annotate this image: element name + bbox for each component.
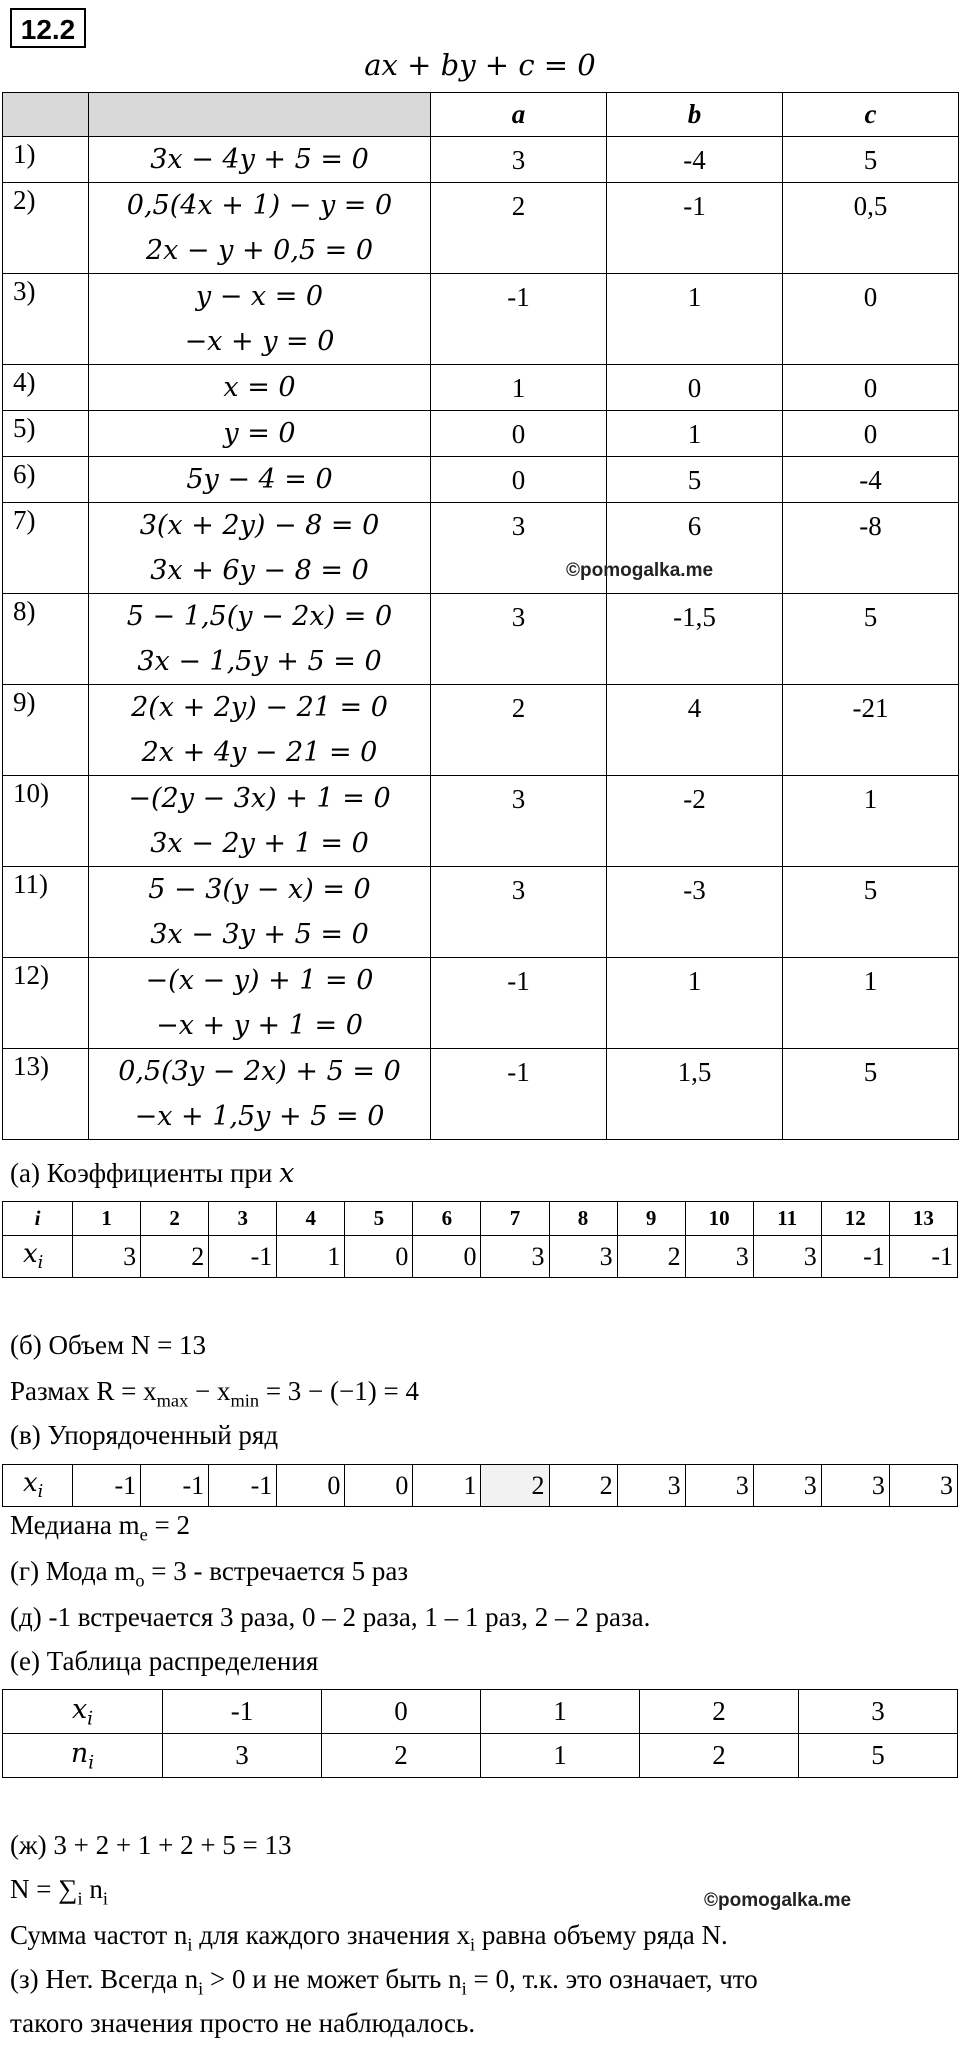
coef-c: 5 — [783, 1049, 959, 1140]
coef-b: 6 — [607, 503, 783, 594]
coef-a: 3 — [431, 594, 607, 685]
x-value-cell: 0 — [413, 1236, 481, 1278]
ordered-value-cell: -1 — [73, 1465, 141, 1507]
equation-line: 3x − 3y + 5 = 0 — [150, 919, 369, 950]
index-cell: 3 — [209, 1202, 277, 1236]
index-cell: 10 — [685, 1202, 753, 1236]
equation-line: y = 0 — [223, 418, 296, 449]
coef-b: 1 — [607, 274, 783, 365]
equation-cell — [89, 1049, 431, 1140]
ordered-value-cell: 1 — [413, 1465, 481, 1507]
row-number: 5) — [3, 411, 89, 457]
row-number: 4) — [3, 365, 89, 411]
coef-a: 3 — [431, 776, 607, 867]
equation-row — [3, 867, 959, 958]
coef-c: -8 — [783, 503, 959, 594]
row-number: 6) — [3, 457, 89, 503]
equation-row — [3, 411, 959, 457]
equation-line: 3x − 2y + 1 = 0 — [150, 828, 369, 859]
coef-c: -4 — [783, 457, 959, 503]
coef-c: 0 — [783, 365, 959, 411]
dist-x-cell: -1 — [163, 1690, 322, 1734]
row-number: 11) — [3, 867, 89, 958]
watermark: ©pomogalka.me — [566, 560, 714, 581]
part-z-line2: такого значения просто не наблюдалось. — [10, 2008, 476, 2038]
equation-row — [3, 958, 959, 1049]
ordered-value-cell: -1 — [209, 1465, 277, 1507]
coef-b: 0 — [607, 365, 783, 411]
equation-line: −(2y − 3x) + 1 = 0 — [128, 783, 391, 814]
coef-c: 5 — [783, 594, 959, 685]
row-number: 8) — [3, 594, 89, 685]
x-value-cell: 3 — [481, 1236, 549, 1278]
coef-c: 0,5 — [783, 183, 959, 274]
coef-c: 0 — [783, 411, 959, 457]
dist-xi-label: $x_i$ — [3, 1690, 163, 1734]
index-cell: 6 — [413, 1202, 481, 1236]
part-z-line1: (з) Нет. Всегда $n_i > 0$ и не может быть $n_i = 0$, т.к. это означает, что — [10, 1964, 758, 1999]
ordered-value-cell: 0 — [277, 1465, 345, 1507]
coef-a: 3 — [431, 867, 607, 958]
ordered-value-cell: 3 — [889, 1465, 957, 1507]
watermark-bottom: ©pomogalka.me — [704, 1890, 852, 1911]
coef-a: 3 — [431, 137, 607, 183]
coef-b: 4 — [607, 685, 783, 776]
row-number: 10) — [3, 776, 89, 867]
equation-cell — [89, 137, 431, 183]
coef-a: 2 — [431, 183, 607, 274]
coef-c: 5 — [783, 867, 959, 958]
equation-row — [3, 1049, 959, 1140]
ordered-value-cell: 3 — [685, 1465, 753, 1507]
equation-row — [3, 365, 959, 411]
equation-line: −x + y = 0 — [184, 326, 335, 357]
median-text: Медиана $m_e = 2$ — [10, 1510, 191, 1545]
index-cell: 8 — [549, 1202, 617, 1236]
exercise-number-badge: 12.2 — [10, 8, 86, 48]
index-cell: 13 — [889, 1202, 957, 1236]
coef-c: 1 — [783, 776, 959, 867]
index-cell: 5 — [345, 1202, 413, 1236]
distribution-table — [2, 1689, 958, 1778]
part-b-range: Размах $R = x_{max} - x_{min} = 3 - (-1) = 4$ — [10, 1376, 419, 1411]
header-cell-1 — [89, 93, 431, 137]
coef-a: -1 — [431, 274, 607, 365]
part-zh-explanation: Сумма частот $n_i$ для каждого значения $x_i$ равна объему ряда N. — [10, 1920, 728, 1955]
dist-n-cell: 2 — [322, 1734, 481, 1778]
row-number: 2) — [3, 183, 89, 274]
ordered-xi-label: $x_i$ — [3, 1465, 73, 1507]
equation-row — [3, 274, 959, 365]
equation-row — [3, 594, 959, 685]
ordered-value-cell: -1 — [141, 1465, 209, 1507]
coef-a: 0 — [431, 411, 607, 457]
dist-x-cell: 3 — [799, 1690, 958, 1734]
equation-cell — [89, 594, 431, 685]
equation-line: 0,5(3y − 2x) + 5 = 0 — [118, 1056, 401, 1087]
coef-b: 5 — [607, 457, 783, 503]
equation-line: 2x − y + 0,5 = 0 — [145, 235, 374, 266]
ordered-value-cell: 0 — [345, 1465, 413, 1507]
row-number: 1) — [3, 137, 89, 183]
part-d-text: (д) -1 встречается 3 раза, 0 – 2 раза, 1 – 1 раз, 2 – 2 раза. — [10, 1602, 651, 1632]
x-value-cell: 3 — [753, 1236, 821, 1278]
dist-x-cell: 1 — [481, 1690, 640, 1734]
dist-x-cell: 2 — [640, 1690, 799, 1734]
header-cell-2: a — [431, 93, 607, 137]
equation-line: y − x = 0 — [195, 281, 324, 312]
coef-a: 3 — [431, 503, 607, 594]
coefficients-table — [2, 92, 959, 1140]
x-values-table — [2, 1201, 958, 1278]
equation-cell — [89, 274, 431, 365]
equation-cell — [89, 457, 431, 503]
coef-b: -3 — [607, 867, 783, 958]
index-cell: 4 — [277, 1202, 345, 1236]
coef-b: 1 — [607, 958, 783, 1049]
coef-b: -1 — [607, 183, 783, 274]
dist-x-cell: 0 — [322, 1690, 481, 1734]
coef-b: -1,5 — [607, 594, 783, 685]
coef-b: -2 — [607, 776, 783, 867]
dist-n-cell: 5 — [799, 1734, 958, 1778]
part-g-mode: (г) Мода $m_o = 3$ - встречается 5 раз — [10, 1556, 408, 1591]
ordered-value-cell: 2 — [549, 1465, 617, 1507]
i-label: i — [3, 1202, 73, 1236]
x-value-cell: 2 — [617, 1236, 685, 1278]
coef-a: -1 — [431, 1049, 607, 1140]
equation-row — [3, 685, 959, 776]
index-cell: 1 — [73, 1202, 141, 1236]
part-v-text: (в) Упорядоченный ряд — [10, 1420, 279, 1450]
header-cell-3: b — [607, 93, 783, 137]
equation-cell — [89, 365, 431, 411]
index-cell: 9 — [617, 1202, 685, 1236]
coef-a: 1 — [431, 365, 607, 411]
coef-c: 5 — [783, 137, 959, 183]
coef-c: 0 — [783, 274, 959, 365]
part-b-volume: (б) Объем N = 13 — [10, 1330, 207, 1360]
ordered-value-cell: 3 — [617, 1465, 685, 1507]
part-zh-sum: (ж) 3 + 2 + 1 + 2 + 5 = 13 — [10, 1830, 292, 1860]
coef-a: -1 — [431, 958, 607, 1049]
equation-cell — [89, 867, 431, 958]
equation-row — [3, 137, 959, 183]
equation-line: 3x + 6y − 8 = 0 — [150, 555, 369, 586]
x-value-cell: -1 — [889, 1236, 957, 1278]
dist-ni-label: $n_i$ — [3, 1734, 163, 1778]
index-cell: 7 — [481, 1202, 549, 1236]
equation-row — [3, 457, 959, 503]
coef-b: 1,5 — [607, 1049, 783, 1140]
ordered-value-cell: 2 — [481, 1465, 549, 1507]
equation-line: 2(x + 2y) − 21 = 0 — [131, 692, 388, 723]
row-number: 9) — [3, 685, 89, 776]
x-value-cell: -1 — [209, 1236, 277, 1278]
header-cell-4: c — [783, 93, 959, 137]
equation-row — [3, 776, 959, 867]
ordered-value-cell: 3 — [821, 1465, 889, 1507]
dist-n-cell: 2 — [640, 1734, 799, 1778]
coef-b: -4 — [607, 137, 783, 183]
x-value-cell: 3 — [685, 1236, 753, 1278]
equation-cell — [89, 958, 431, 1049]
index-cell: 12 — [821, 1202, 889, 1236]
equation-row — [3, 503, 959, 594]
equation-cell — [89, 685, 431, 776]
equation-line: 0,5(4x + 1) − y = 0 — [126, 190, 393, 221]
x-value-cell: 0 — [345, 1236, 413, 1278]
x-value-cell: 3 — [549, 1236, 617, 1278]
part-a-text: (а) Коэффициенты при x — [10, 1158, 295, 1189]
x-value-cell: 1 — [277, 1236, 345, 1278]
equation-header: ax + by + c = 0 — [364, 48, 596, 82]
dist-n-cell: 1 — [481, 1734, 640, 1778]
xi-label: $x_i$ — [3, 1236, 73, 1278]
equation-line: x = 0 — [223, 372, 296, 403]
dist-n-cell: 3 — [163, 1734, 322, 1778]
equation-line: −x + y + 1 = 0 — [156, 1010, 363, 1041]
row-number: 7) — [3, 503, 89, 594]
header-cell-0 — [3, 93, 89, 137]
ordered-series-table — [2, 1464, 958, 1507]
coef-b: 1 — [607, 411, 783, 457]
row-number: 3) — [3, 274, 89, 365]
equation-cell — [89, 503, 431, 594]
index-cell: 11 — [753, 1202, 821, 1236]
equation-line: 3(x + 2y) − 8 = 0 — [139, 510, 380, 541]
coef-a: 0 — [431, 457, 607, 503]
coef-c: -21 — [783, 685, 959, 776]
equation-cell — [89, 776, 431, 867]
equation-line: −(x − y) + 1 = 0 — [145, 965, 374, 996]
equation-line: 3x − 1,5y + 5 = 0 — [137, 646, 382, 677]
x-value-cell: -1 — [821, 1236, 889, 1278]
row-number: 12) — [3, 958, 89, 1049]
equation-row — [3, 183, 959, 274]
equation-line: 2x + 4y − 21 = 0 — [141, 737, 378, 768]
x-value-cell: 3 — [73, 1236, 141, 1278]
equation-cell — [89, 183, 431, 274]
equation-line: −x + 1,5y + 5 = 0 — [134, 1101, 385, 1132]
ordered-value-cell: 3 — [753, 1465, 821, 1507]
row-number: 13) — [3, 1049, 89, 1140]
coef-c: 1 — [783, 958, 959, 1049]
equation-line: 3x − 4y + 5 = 0 — [150, 144, 369, 175]
equation-line: 5 − 3(y − x) = 0 — [148, 874, 371, 905]
index-cell: 2 — [141, 1202, 209, 1236]
coef-a: 2 — [431, 685, 607, 776]
x-value-cell: 2 — [141, 1236, 209, 1278]
part-zh-formula: $N = \sum_i$ $n_i$ — [10, 1874, 108, 1909]
equation-cell — [89, 411, 431, 457]
equation-line: 5y − 4 = 0 — [186, 464, 333, 495]
equation-line: 5 − 1,5(y − 2x) = 0 — [126, 601, 393, 632]
part-e-text: (е) Таблица распределения — [10, 1646, 319, 1676]
